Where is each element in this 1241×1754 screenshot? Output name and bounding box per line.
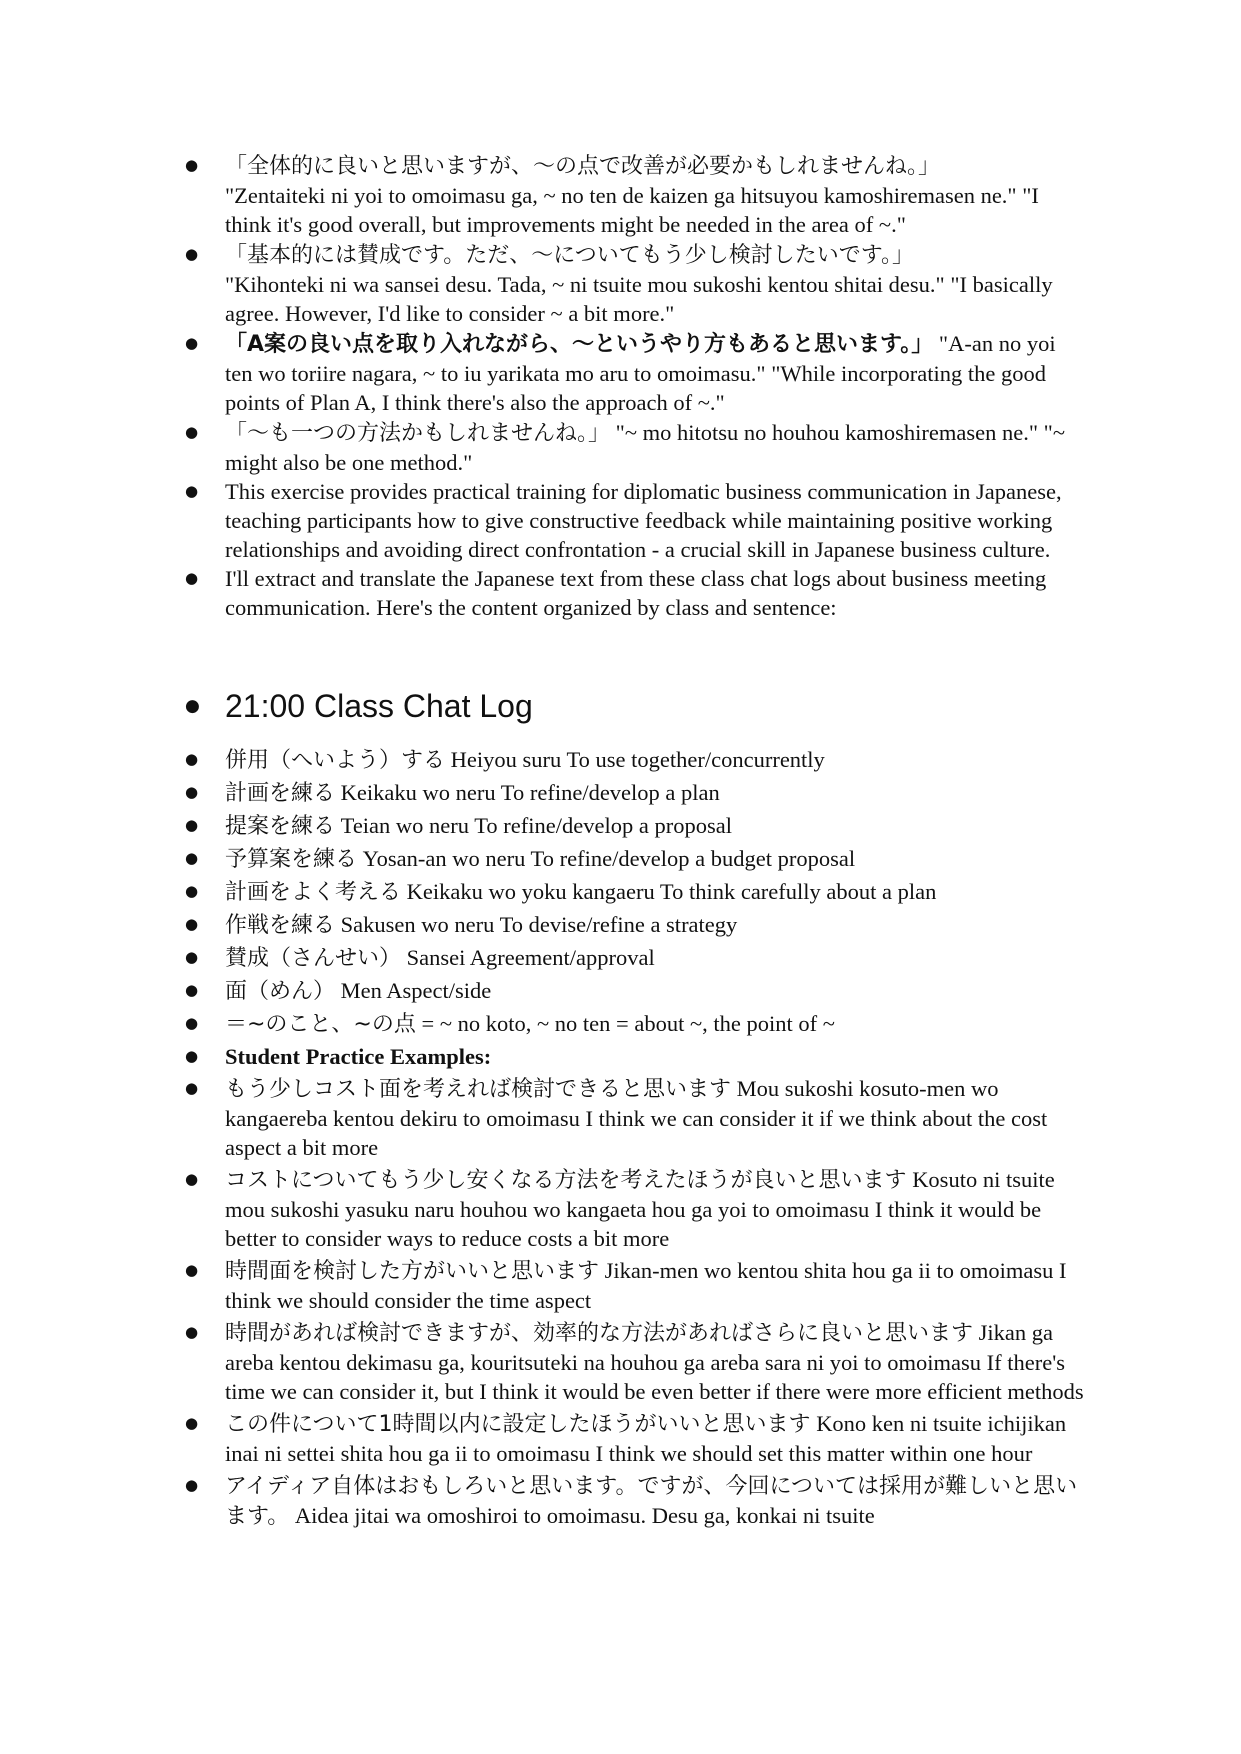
romaji-translation: "~ mo hitotsu no houhou kamoshiremasen ne." "~ might also be one method." bbox=[225, 420, 1065, 475]
japanese-term: 併用（へいよう）する bbox=[225, 748, 446, 773]
sentence-translation: Jikan-men wo kentou shita hou ga ii to omoimasu I think we should consider the time aspect bbox=[225, 1258, 1067, 1313]
list-item bbox=[188, 1042, 1088, 1071]
japanese-term: 提案を練る bbox=[225, 814, 336, 839]
sentence-translation: Kosuto ni tsuite mou sukoshi yasuku naru houhou wo kangaeta hou ga yoi to omoimasu I think it would be better to consider ways to reduce costs a bit more bbox=[225, 1167, 1055, 1251]
japanese-term: 予算案を練る bbox=[225, 847, 358, 872]
term-meaning: Keikaku wo yoku kangaeru To think carefully about a plan bbox=[401, 879, 937, 904]
vocab-list bbox=[188, 745, 1088, 1531]
japanese-term: 面（めん） bbox=[225, 979, 336, 1004]
list-item bbox=[188, 240, 1088, 328]
list-item bbox=[188, 1009, 1088, 1039]
paragraph-text: I'll extract and translate the Japanese text from these class chat logs about business meeting communication. Here's the content organized by class and sentence: bbox=[225, 566, 1047, 620]
list-item bbox=[188, 329, 1088, 417]
romaji-translation: "Zentaiteki ni yoi to omoimasu ga, ~ no ten de kaizen ga hitsuyou kamoshiremasen ne." "I think it's good overall, but improvements might be needed in the area of ~." bbox=[225, 183, 1039, 237]
paragraph-text: This exercise provides practical training for diplomatic business communication in Japanese, teaching participants how to give constructive feedback while maintaining positive working relationships and avoiding direct confrontation - a crucial skill in Japanese business culture. bbox=[225, 479, 1062, 562]
list-item bbox=[188, 1409, 1088, 1468]
intro-list bbox=[188, 151, 1088, 622]
list-item bbox=[188, 910, 1088, 940]
japanese-phrase: 「基本的には賛成です。ただ、〜についてもう少し検討したいです。」 bbox=[225, 243, 915, 268]
sentence-translation: Mou sukoshi kosuto-men wo kangaereba kentou dekiru to omoimasu I think we can consider it if we think about the cost aspect a bit more bbox=[225, 1076, 1048, 1160]
term-meaning: Heiyou suru To use together/concurrently bbox=[445, 747, 825, 772]
japanese-phrase: 「A案の良い点を取り入れながら、〜というやり方もあると思います。」 bbox=[225, 332, 934, 357]
section-heading: ● 21:00 Class Chat Log bbox=[188, 686, 1125, 726]
romaji-translation: "A-an no yoi ten wo toriire nagara, ~ to iu yarikata mo aru to omoimasu." "While incorporating the good points of Plan A, I think there's also the approach of ~." bbox=[225, 331, 1056, 415]
practice-heading: Student Practice Examples: bbox=[225, 1044, 492, 1069]
list-item bbox=[188, 943, 1088, 973]
term-meaning: Teian wo neru To refine/develop a proposal bbox=[335, 813, 732, 838]
list-item bbox=[188, 877, 1088, 907]
japanese-term: 賛成（さんせい） bbox=[225, 946, 402, 971]
list-item bbox=[188, 1165, 1088, 1253]
term-meaning: Men Aspect/side bbox=[335, 978, 492, 1003]
japanese-phrase: 「〜も一つの方法かもしれませんね。」 bbox=[225, 421, 611, 446]
list-item bbox=[188, 418, 1088, 477]
list-item bbox=[188, 1256, 1088, 1315]
sentence-translation: Aidea jitai wa omoshiroi to omoimasu. Desu ga, konkai ni tsuite bbox=[289, 1503, 875, 1528]
japanese-term: ＝~のこと、~の点 bbox=[225, 1012, 416, 1037]
list-item bbox=[188, 976, 1088, 1006]
japanese-phrase: 「全体的に良いと思いますが、〜の点で改善が必要かもしれませんね。」 bbox=[225, 154, 941, 179]
term-meaning: = ~ no koto, ~ no ten = about ~, the point of ~ bbox=[415, 1011, 835, 1036]
term-meaning: Keikaku wo neru To refine/develop a plan bbox=[335, 780, 720, 805]
japanese-term: 計画をよく考える bbox=[225, 880, 402, 905]
list-item bbox=[188, 778, 1088, 808]
romaji-translation: "Kihonteki ni wa sansei desu. Tada, ~ ni tsuite mou sukoshi kentou shitai desu." "I basically agree. However, I'd like to consider ~ a bit more." bbox=[225, 272, 1053, 326]
sentence-translation: Kono ken ni tsuite ichijikan inai ni settei shita hou ga ii to omoimasu I think we should set this matter within one hour bbox=[225, 1411, 1067, 1466]
list-item bbox=[188, 1074, 1088, 1162]
list-item bbox=[188, 477, 1088, 564]
term-meaning: Yosan-an wo neru To refine/develop a budget proposal bbox=[357, 846, 856, 871]
japanese-sentence: 時間があれば検討できますが、効率的な方法があればさらに良いと思います bbox=[225, 1321, 974, 1346]
sentence-translation: Jikan ga areba kentou dekimasu ga, kouritsuteki na houhou ga areba sara ni yoi to omoimasu If there's time we can consider it, but I think it would be even better if there were more efficient methods bbox=[225, 1320, 1084, 1404]
japanese-sentence: この件について1時間以内に設定したほうがいいと思います bbox=[225, 1412, 811, 1437]
list-item bbox=[188, 844, 1088, 874]
japanese-term: 作戦を練る bbox=[225, 913, 336, 938]
list-item bbox=[188, 1471, 1088, 1531]
list-item bbox=[188, 151, 1088, 239]
term-meaning: Sansei Agreement/approval bbox=[401, 945, 655, 970]
japanese-sentence: もう少しコスト面を考えれば検討できると思います bbox=[225, 1077, 732, 1102]
term-meaning: Sakusen wo neru To devise/refine a strategy bbox=[335, 912, 738, 937]
list-item bbox=[188, 811, 1088, 841]
japanese-term: 計画を練る bbox=[225, 781, 336, 806]
japanese-sentence: アイディア自体はおもしろいと思います。ですが、今回については採用が難しいと思います。 bbox=[225, 1474, 1078, 1529]
list-item bbox=[188, 745, 1088, 775]
list-item bbox=[188, 1318, 1088, 1406]
japanese-sentence: 時間面を検討した方がいいと思います bbox=[225, 1259, 600, 1284]
list-item bbox=[188, 564, 1088, 622]
japanese-sentence: コストについてもう少し安くなる方法を考えたほうが良いと思います bbox=[225, 1168, 907, 1193]
